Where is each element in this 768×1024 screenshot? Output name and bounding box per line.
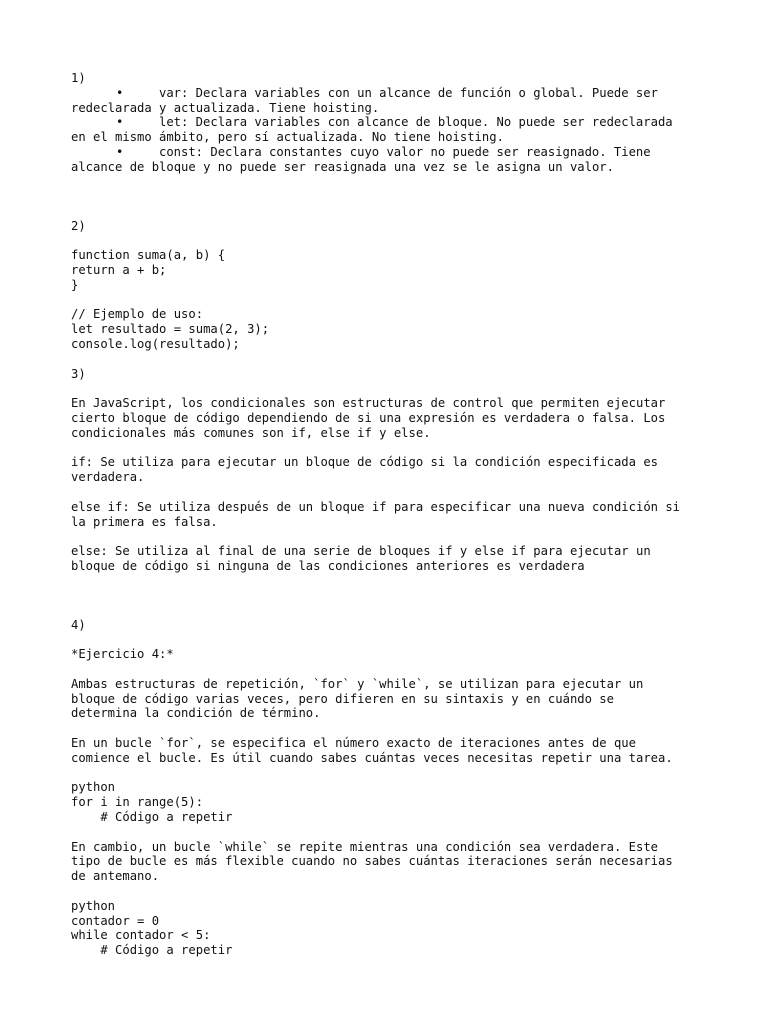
code-line: python: [71, 898, 116, 913]
section-4: [71, 618, 711, 958]
paragraph-line: if: Se utiliza para ejecutar un bloque de código si la condición especificada es: [71, 455, 658, 470]
bullet-glyph: •: [116, 85, 124, 100]
paragraph-line: En un bucle `for`, se especifica el número exacto de iteraciones antes de que: [71, 736, 636, 751]
bullet-text: var: Declara variables con un alcance de función o global. Puede ser: [159, 85, 658, 100]
paragraph-for: [71, 736, 711, 766]
code-block-while: [71, 899, 711, 958]
spacer: [71, 721, 711, 736]
spacer: [71, 441, 711, 456]
code-line: while contador < 5:: [71, 928, 211, 943]
spacer: [71, 352, 711, 367]
paragraph-intro: [71, 396, 711, 440]
paragraph-else-if: [71, 500, 711, 530]
paragraph-if: [71, 455, 711, 485]
spacer: [71, 766, 711, 781]
section-1: [71, 71, 711, 175]
spacer: [71, 574, 711, 618]
paragraph-line: else: Se utiliza al final de una serie de bloques if y else if para ejecutar un: [71, 544, 651, 559]
paragraph-line: comience el bucle. Es útil cuando sabes cuántas veces necesitas repetir una tarea.: [71, 750, 673, 765]
section-2: [71, 219, 711, 352]
paragraph-while: [71, 840, 711, 884]
code-line: # Código a repetir: [71, 810, 233, 825]
spacer: [71, 175, 711, 219]
exercise-title: *Ejercicio 4:*: [71, 647, 174, 662]
code-line: function suma(a, b) {: [71, 248, 226, 263]
spacer: [71, 633, 711, 648]
paragraph-line: la primera es falsa.: [71, 514, 218, 529]
paragraph-line: de antemano.: [71, 869, 160, 884]
code-line: let resultado = suma(2, 3);: [71, 322, 270, 337]
code-line: python: [71, 780, 116, 795]
paragraph-line: cierto bloque de código dependiendo de si una expresión es verdadera o falsa. Los: [71, 410, 666, 425]
bullet-continuation: alcance de bloque y no puede ser reasignada una vez se le asigna un valor.: [71, 159, 614, 174]
paragraph-line: En cambio, un bucle `while` se repite mientras una condición sea verdadera. Este: [71, 839, 658, 854]
bullet-item-var: [71, 86, 711, 101]
bullet-text: const: Declara constantes cuyo valor no puede ser reasignado. Tiene: [159, 144, 651, 159]
spacer: [71, 825, 711, 840]
bullet-continuation: redeclarada y actualizada. Tiene hoisting.: [71, 100, 380, 115]
code-line: // Ejemplo de uso:: [71, 307, 204, 322]
code-line: for i in range(5):: [71, 795, 204, 810]
bullet-continuation: en el mismo ámbito, pero sí actualizada. No tiene hoisting.: [71, 130, 504, 145]
bullet-item-const: [71, 145, 711, 160]
section-number: 1): [71, 71, 86, 85]
bullet-glyph: •: [116, 115, 124, 130]
section-number: 2): [71, 218, 86, 233]
paragraph-line: else if: Se utiliza después de un bloque if para especificar una nueva condición si: [71, 499, 681, 514]
bullet-text: let: Declara variables con alcance de bloque. No puede ser redeclarada: [159, 115, 673, 130]
paragraph-line: bloque de código si ninguna de las condiciones anteriores es verdadera: [71, 558, 585, 573]
paragraph-line: Ambas estructuras de repetición, `for` y `while`, se utilizan para ejecutar un: [71, 676, 644, 691]
paragraph-line: En JavaScript, los condicionales son estructuras de control que permiten ejecutar: [71, 396, 666, 411]
code-block-for: [71, 780, 711, 824]
spacer: [71, 233, 711, 248]
code-line: # Código a repetir: [71, 943, 233, 958]
spacer: [71, 485, 711, 500]
section-number: 4): [71, 617, 86, 632]
paragraph-line: condicionales más comunes son if, else if y else.: [71, 425, 431, 440]
code-block-function: [71, 248, 711, 292]
paragraph-loops-intro: [71, 677, 711, 721]
paragraph-line: determina la condición de término.: [71, 706, 321, 721]
spacer: [71, 884, 711, 899]
spacer: [71, 662, 711, 677]
code-block-usage: [71, 307, 711, 351]
code-line: contador = 0: [71, 913, 160, 928]
bullet-item-let: [71, 115, 711, 130]
code-line: }: [71, 277, 79, 292]
paragraph-line: verdadera.: [71, 470, 145, 485]
section-number: 3): [71, 366, 86, 381]
code-line: console.log(resultado);: [71, 336, 240, 351]
section-3: [71, 367, 711, 574]
code-line: return a + b;: [71, 262, 167, 277]
document-page: [71, 71, 711, 958]
spacer: [71, 529, 711, 544]
paragraph-else: [71, 544, 711, 574]
spacer: [71, 293, 711, 308]
bullet-glyph: •: [116, 144, 124, 159]
paragraph-line: tipo de bucle es más flexible cuando no sabes cuántas iteraciones serán necesarias: [71, 854, 673, 869]
paragraph-line: bloque de código varias veces, pero difieren en su sintaxis y en cuándo se: [71, 691, 614, 706]
spacer: [71, 381, 711, 396]
